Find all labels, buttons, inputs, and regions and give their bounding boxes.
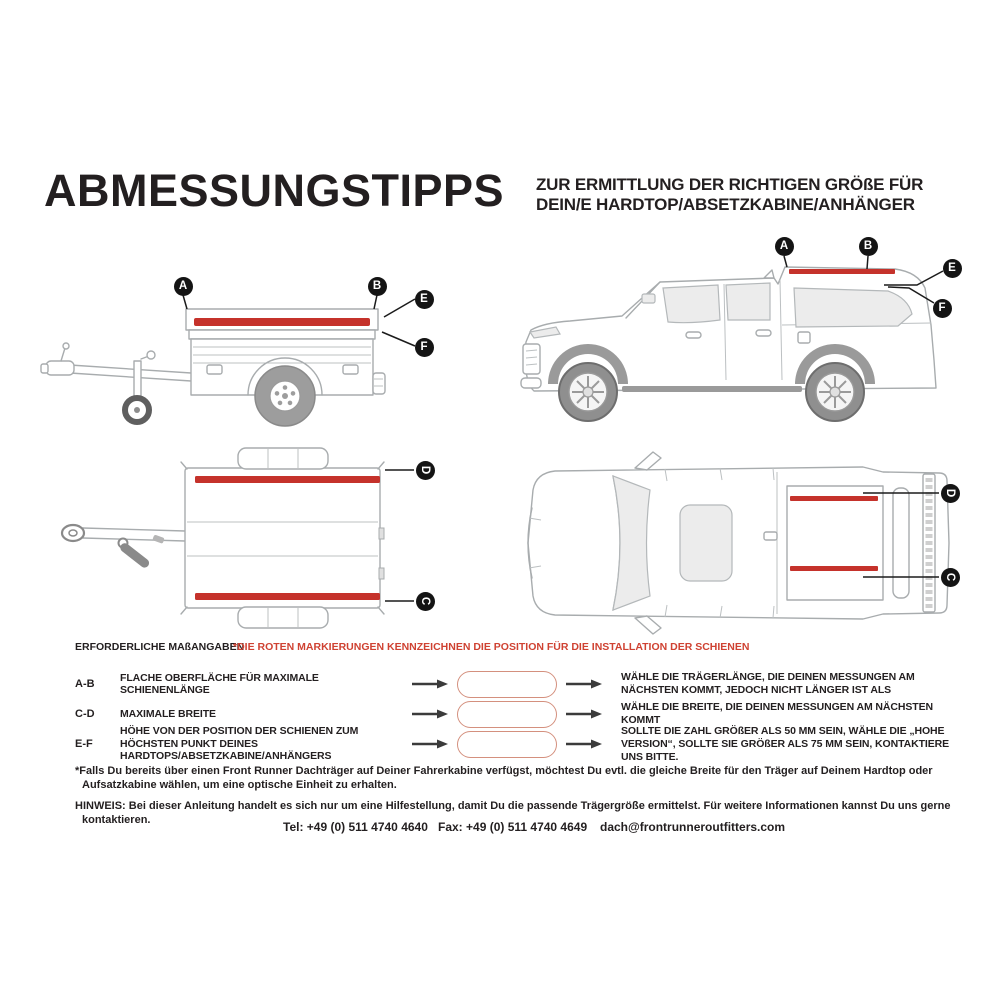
grille	[523, 344, 540, 374]
range-description: HÖHE VON DER POSITION DER SCHIENEN ZUM HÖCHSTEN PUNKT DEINES HARDTOPS/ABSETZKABINE/ANHÄNGERS	[120, 725, 359, 763]
subtitle-line-1: ZUR ERMITTLUNG DER RICHTIGEN GRÖßE FÜR	[536, 175, 924, 194]
mirror-right	[635, 616, 661, 634]
range-description: MAXIMALE BREITE	[120, 707, 216, 720]
trailer-top-view	[55, 443, 465, 638]
rail-marking-red-left	[790, 496, 878, 501]
rail-marking-red-right	[195, 593, 380, 600]
jockey-wheel-post	[134, 361, 141, 399]
rail-marking-red-left	[195, 476, 380, 483]
hardtop-window	[794, 288, 912, 327]
range-result: SOLLTE DIE ZAHL GRÖßER ALS 50 MM SEIN, WÄHLE DIE „HOHE VERSION“, SOLLTE SIE GRÖßER ALS 75 MM SEIN, KONTAKTIERE UNS BITTE.	[621, 724, 950, 763]
marker-b-trailer-side: B	[368, 277, 387, 296]
red-markings-note: *DIE ROTEN MARKIERUNGEN KENNZEICHNEN DIE POSITION FÜR DIE INSTALLATION DER SCHIENEN	[233, 641, 750, 653]
contact-email: dach@frontrunneroutfitters.com	[600, 820, 786, 834]
trailer-side-view	[40, 265, 460, 435]
sunroof	[680, 505, 732, 581]
fender-top	[238, 448, 328, 469]
rail-marking-red-right	[790, 566, 878, 571]
front-door-window	[663, 285, 720, 323]
marker-e-truck-side: E	[943, 259, 962, 278]
marker-a-trailer-side: A	[174, 277, 193, 296]
hardtop-rail-marking-red	[789, 269, 895, 274]
trailer-bed-top	[185, 468, 380, 608]
marker-d-truck-top: D	[941, 484, 960, 503]
fender-bottom	[238, 607, 328, 628]
arrow-right-icon	[411, 708, 449, 720]
range-label: C-D	[75, 708, 95, 720]
truck-body-top	[528, 467, 949, 619]
range-description: FLACHE OBERFLÄCHE FÜR MAXIMALE SCHIENENLÄNGE	[120, 671, 319, 696]
contact-fax: Fax: +49 (0) 511 4740 4649	[438, 820, 588, 834]
antenna-fin	[764, 270, 774, 278]
range-label: E-F	[75, 738, 93, 750]
truck-top-view	[515, 448, 975, 638]
rear-door-window	[726, 283, 770, 320]
arrow-right-icon	[565, 708, 603, 720]
page-subtitle	[536, 175, 923, 215]
hinweis-footnote: HINWEIS: Bei dieser Anleitung handelt es sich nur um eine Hilfestellung, damit Du die passende Trägergröße ermittelst. Für weitere Informationen kannst Du uns gerne kontaktieren.	[75, 800, 951, 826]
measurement-row-ab	[75, 666, 955, 702]
bed-opening	[787, 486, 883, 600]
mirror-left	[635, 452, 661, 470]
front-wheel	[559, 363, 617, 421]
truck-side-view	[510, 230, 970, 435]
hitch-coupler-top	[62, 525, 84, 541]
rail-marking-red	[194, 318, 370, 326]
marker-b-truck-side: B	[859, 237, 878, 256]
marker-d-trailer-top: D	[416, 461, 435, 480]
measurement-row-ef	[75, 724, 955, 764]
handbrake-lever	[119, 541, 151, 569]
marker-c-trailer-top: C	[416, 592, 435, 611]
marker-e-trailer-side: E	[415, 290, 434, 309]
arrow-right-icon	[565, 678, 603, 690]
subtitle-line-2: DEIN/E HARDTOP/ABSETZKABINE/ANHÄNGER	[536, 195, 915, 214]
running-board	[622, 386, 802, 392]
hitch-coupler	[46, 361, 74, 375]
measurements-heading: ERFORDERLICHE MAßANGABEN	[75, 641, 245, 653]
arrow-right-icon	[411, 738, 449, 750]
arrow-right-icon	[565, 738, 603, 750]
range-result: WÄHLE DIE TRÄGERLÄNGE, DIE DEINEN MESSUNGEN AM NÄCHSTEN KOMMT, JEDOCH NICHT LÄNGER IST ALS	[621, 671, 915, 696]
marker-f-truck-side: F	[933, 299, 952, 318]
contact-tel: Tel: +49 (0) 511 4740 4640	[283, 820, 428, 834]
measurement-blank-field	[457, 671, 557, 698]
marker-f-trailer-side: F	[415, 338, 434, 357]
rear-lamp	[373, 373, 385, 394]
measurement-blank-field	[457, 731, 557, 758]
asterisk-footnote: *Falls Du bereits über einen Front Runner Dachträger auf Deiner Fahrerkabine verfügst, möchtest Du evtl. die gleiche Breite für den Träger auf Deinem Hardtop oder Aufsatzkabine wählen, um eine optische Einheit zu erhalten.	[75, 765, 933, 791]
range-label: A-B	[75, 678, 95, 690]
arrow-right-icon	[411, 678, 449, 690]
marker-a-truck-side: A	[775, 237, 794, 256]
marker-c-truck-top: C	[941, 568, 960, 587]
rear-wheel	[806, 363, 864, 421]
page-title: ABMESSUNGSTIPPS	[44, 165, 505, 216]
hardtop-rear-window	[893, 488, 909, 598]
range-result: WÄHLE DIE BREITE, DIE DEINEN MESSUNGEN AM NÄCHSTEN KOMMT	[621, 701, 933, 726]
side-mirror	[642, 294, 655, 303]
